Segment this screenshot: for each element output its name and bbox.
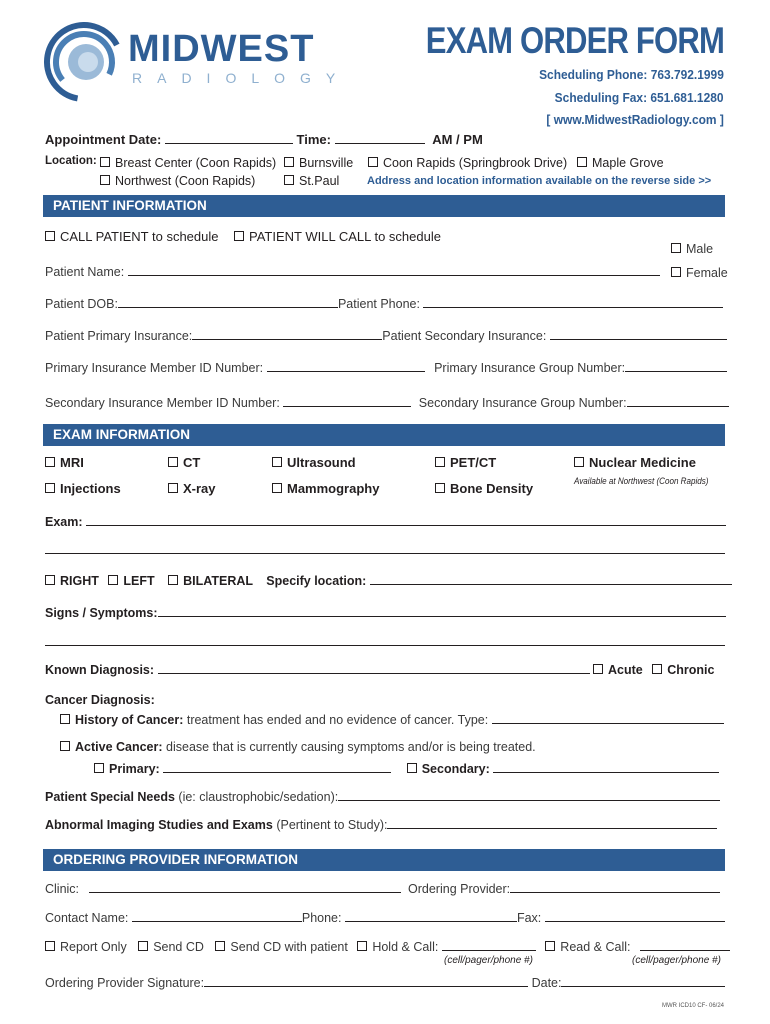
checkbox-icon[interactable] — [671, 267, 681, 277]
scheduling-phone: Scheduling Phone: 763.792.1999 — [539, 67, 724, 82]
chronic-option[interactable]: Chronic — [652, 663, 714, 677]
brand-name: MIDWEST — [128, 28, 315, 70]
right-option[interactable]: RIGHT — [45, 574, 99, 588]
checkbox-icon[interactable] — [577, 157, 587, 167]
patient-phone-field[interactable] — [423, 296, 723, 308]
primary-option[interactable]: Primary: — [94, 762, 160, 776]
address-note[interactable]: Address and location information available on the reverse side >> — [367, 175, 712, 187]
read-call-field[interactable] — [640, 939, 730, 951]
logo — [44, 22, 351, 102]
active-option[interactable]: Active Cancer: — [60, 740, 163, 754]
checkbox-icon[interactable] — [671, 243, 681, 253]
left-option[interactable]: LEFT — [108, 574, 154, 588]
location-breast-center[interactable]: Breast Center (Coon Rapids) — [100, 156, 276, 170]
checkbox-icon[interactable] — [45, 483, 55, 493]
exam-field[interactable] — [86, 514, 726, 526]
checkbox-icon[interactable] — [234, 231, 244, 241]
secondary-member-row: Secondary Insurance Member ID Number: Secondary Insurance Group Number: — [45, 395, 729, 410]
contact-name-field[interactable] — [132, 910, 302, 922]
special-needs-row: Patient Special Needs (ie: claustrophobic/sedation): — [45, 789, 720, 804]
provider-section-header: ORDERING PROVIDER INFORMATION — [43, 849, 725, 871]
exam-injections[interactable]: Injections — [45, 481, 121, 496]
contact-row: Contact Name: Phone: Fax: — [45, 910, 725, 925]
male-option[interactable]: Male — [671, 242, 713, 256]
exam-section-header: EXAM INFORMATION — [43, 424, 725, 446]
checkbox-icon[interactable] — [545, 941, 555, 951]
checkbox-icon[interactable] — [435, 483, 445, 493]
known-diagnosis-row: Known Diagnosis: Acute Chronic — [45, 663, 715, 677]
location-label: Location: — [45, 155, 97, 167]
checkbox-icon[interactable] — [574, 457, 584, 467]
time-field[interactable] — [335, 132, 425, 144]
patient-will-call-option[interactable]: PATIENT WILL CALL to schedule — [234, 229, 441, 244]
female-option[interactable]: Female — [671, 266, 728, 280]
appointment-row: Appointment Date: Time: AM / PM — [45, 132, 483, 147]
provider-fax-field[interactable] — [545, 910, 725, 922]
signs-field-line-2[interactable] — [45, 645, 725, 646]
exam-mri[interactable]: MRI — [45, 455, 84, 470]
secondary-member-id-field[interactable] — [283, 395, 411, 407]
signs-row: Signs / Symptoms: — [45, 605, 726, 620]
active-cancer-row: Active Cancer: disease that is currently causing symptoms and/or is being treated. — [60, 740, 536, 754]
nuclear-note: Available at Northwest (Coon Rapids) — [574, 476, 709, 487]
checkbox-icon[interactable] — [357, 941, 367, 951]
exam-ultrasound[interactable]: Ultrasound — [272, 455, 356, 470]
laterality-row: RIGHT LEFT BILATERAL Specify location: — [45, 573, 732, 588]
checkbox-icon[interactable] — [168, 457, 178, 467]
checkbox-icon[interactable] — [108, 575, 118, 585]
checkbox-icon[interactable] — [94, 763, 104, 773]
form-title: EXAM ORDER FORM — [425, 20, 724, 61]
checkbox-icon[interactable] — [368, 157, 378, 167]
call-patient-option[interactable]: CALL PATIENT to schedule — [45, 229, 218, 244]
acute-option[interactable]: Acute — [593, 663, 643, 677]
checkbox-icon[interactable] — [100, 157, 110, 167]
logo-swirl-icon — [44, 22, 124, 102]
signs-field[interactable] — [158, 605, 726, 617]
location-st-paul[interactable]: St.Paul — [284, 174, 339, 188]
appointment-date-field[interactable] — [165, 132, 293, 144]
clinic-row: Clinic: Ordering Provider: — [45, 881, 720, 896]
signature-row: Ordering Provider Signature: Date: — [45, 975, 725, 990]
exam-xray[interactable]: X-ray — [168, 481, 216, 496]
hold-call-option[interactable]: Hold & Call: — [357, 940, 438, 954]
hold-call-field[interactable] — [442, 939, 536, 951]
checkbox-icon[interactable] — [45, 231, 55, 241]
checkbox-icon[interactable] — [45, 941, 55, 951]
provider-phone-field[interactable] — [345, 910, 517, 922]
patient-dob-row: Patient DOB: Patient Phone: — [45, 296, 723, 311]
ordering-provider-field[interactable] — [510, 881, 720, 893]
location-northwest[interactable]: Northwest (Coon Rapids) — [100, 174, 255, 188]
specify-location-field[interactable] — [370, 573, 732, 585]
location-burnsville[interactable]: Burnsville — [284, 156, 353, 170]
checkbox-icon[interactable] — [138, 941, 148, 951]
primary-member-id-field[interactable] — [267, 360, 425, 372]
exam-bone-density[interactable]: Bone Density — [435, 481, 533, 496]
checkbox-icon[interactable] — [168, 575, 178, 585]
exam-field-line-2[interactable] — [45, 553, 725, 554]
date-field[interactable] — [561, 975, 725, 987]
send-cd-patient-option[interactable]: Send CD with patient — [215, 940, 347, 954]
delivery-row — [45, 939, 730, 954]
primary-field[interactable] — [163, 761, 391, 773]
report-only-option[interactable]: Report Only — [45, 940, 127, 954]
secondary-insurance-field[interactable] — [550, 328, 727, 340]
exam-pet-ct[interactable]: PET/CT — [435, 455, 496, 470]
exam-nuclear-medicine[interactable]: Nuclear Medicine — [574, 455, 696, 470]
primary-secondary-row — [94, 761, 719, 776]
special-needs-field[interactable] — [338, 789, 720, 801]
checkbox-icon[interactable] — [652, 664, 662, 674]
exam-row: Exam: — [45, 514, 726, 529]
checkbox-icon[interactable] — [284, 157, 294, 167]
location-coon-rapids[interactable]: Coon Rapids (Springbrook Drive) — [368, 156, 567, 170]
primary-group-field[interactable] — [625, 360, 727, 372]
checkbox-icon[interactable] — [45, 575, 55, 585]
checkbox-icon[interactable] — [284, 175, 294, 185]
history-of-cancer-row: History of Cancer: treatment has ended and no evidence of cancer. Type: — [60, 712, 724, 727]
patient-dob-field[interactable] — [118, 296, 338, 308]
secondary-field[interactable] — [493, 761, 719, 773]
exam-ct[interactable]: CT — [168, 455, 200, 470]
primary-insurance-field[interactable] — [192, 328, 382, 340]
checkbox-icon[interactable] — [435, 457, 445, 467]
insurance-row: Patient Primary Insurance: Patient Secondary Insurance: — [45, 328, 727, 343]
secondary-group-field[interactable] — [627, 395, 729, 407]
scheduling-fax: Scheduling Fax: 651.681.1280 — [555, 90, 724, 105]
checkbox-icon[interactable] — [215, 941, 225, 951]
patient-name-row: Patient Name: — [45, 264, 660, 279]
abnormal-imaging-row: Abnormal Imaging Studies and Exams (Pertinent to Study): — [45, 817, 717, 832]
website: [ www.MidwestRadiology.com ] — [546, 112, 724, 127]
location-maple-grove[interactable]: Maple Grove — [577, 156, 664, 170]
read-call-note: (cell/pager/phone #) — [632, 955, 721, 966]
send-cd-option[interactable]: Send CD — [138, 940, 204, 954]
brand-sub: RADIOLOGY — [132, 70, 351, 86]
abnormal-imaging-field[interactable] — [387, 817, 717, 829]
known-diagnosis-field[interactable] — [158, 662, 590, 674]
checkbox-icon[interactable] — [60, 714, 70, 724]
cancer-diagnosis-label: Cancer Diagnosis: — [45, 693, 155, 707]
primary-member-row: Primary Insurance Member ID Number: Primary Insurance Group Number: — [45, 360, 727, 375]
secondary-option[interactable]: Secondary: — [407, 762, 490, 776]
patient-section-header: PATIENT INFORMATION — [43, 195, 725, 217]
history-type-field[interactable] — [492, 712, 724, 724]
history-option[interactable]: History of Cancer: — [60, 713, 183, 727]
checkbox-icon[interactable] — [168, 483, 178, 493]
exam-mammography[interactable]: Mammography — [272, 481, 379, 496]
checkbox-icon[interactable] — [593, 664, 603, 674]
checkbox-icon[interactable] — [60, 741, 70, 751]
patient-name-field[interactable] — [128, 264, 660, 276]
checkbox-icon[interactable] — [272, 457, 282, 467]
checkbox-icon[interactable] — [100, 175, 110, 185]
hold-call-note: (cell/pager/phone #) — [444, 955, 533, 966]
checkbox-icon[interactable] — [407, 763, 417, 773]
checkbox-icon[interactable] — [45, 457, 55, 467]
checkbox-icon[interactable] — [272, 483, 282, 493]
read-call-option[interactable]: Read & Call: — [545, 940, 630, 954]
clinic-field[interactable] — [89, 881, 401, 893]
signature-field[interactable] — [204, 975, 528, 987]
bilateral-option[interactable]: BILATERAL — [168, 574, 253, 588]
footer-code: MWR ICD10 CF- 06/24 — [661, 1003, 724, 1009]
